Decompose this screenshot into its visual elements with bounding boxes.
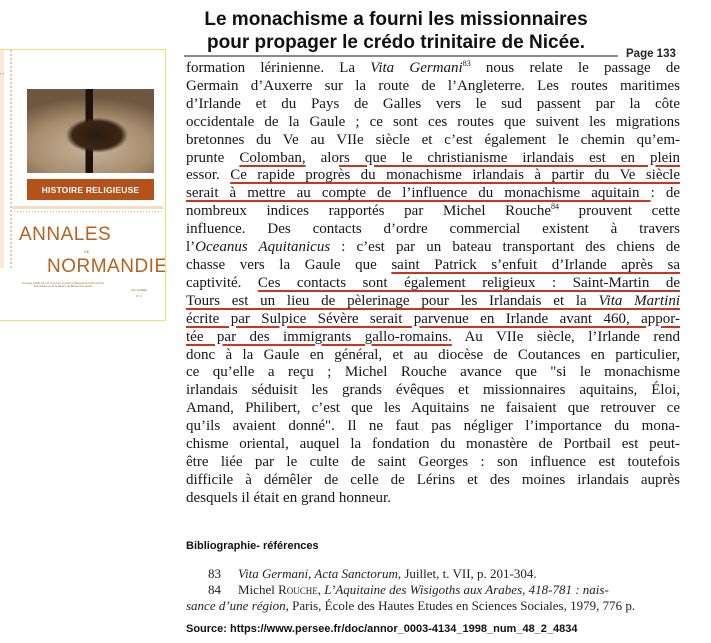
text-segment: essor. xyxy=(186,167,231,184)
text-segment: être liée par le culte de saint Georges : son influence est toutefois xyxy=(186,453,680,470)
text-segment: Oceanus Aquitanicus xyxy=(195,239,331,256)
text-line xyxy=(186,60,680,78)
footnotes xyxy=(186,566,686,614)
text-segment: Vita Germani xyxy=(370,60,463,76)
text-segment: difficile à démêler de celle de Lérins et des moines irlandais auprès xyxy=(186,471,680,488)
text-line xyxy=(186,150,680,168)
cover-banner: HISTOIRE RELIGIEUSE xyxy=(27,179,154,200)
text-segment: , Juillet, t. VII, p. 201-304. xyxy=(397,566,537,581)
footnote xyxy=(186,582,686,598)
text-line xyxy=(186,78,680,96)
text-segment: qu’ils avaient donné". Il ne faut pas négliger l’importance du mona- xyxy=(186,418,680,435)
text-line xyxy=(186,275,680,293)
text-line xyxy=(186,96,680,114)
text-line xyxy=(186,167,680,185)
cover-title-annales: ANNALES xyxy=(19,224,112,245)
footnote-ref: 84 xyxy=(550,202,559,212)
text-segment: d’Irlande et du Pays de Galles vers le sud passent par la côte xyxy=(186,95,680,112)
text-segment: nous relate le passage de xyxy=(470,60,680,76)
text-segment: sance d’une région xyxy=(186,598,286,613)
text-segment: prouvent cette xyxy=(558,203,680,220)
highlighted-text: saint Patrick s’enfuit d’Irlande après sa xyxy=(391,256,680,273)
text-segment: L’Aquitaine des Wisigoths aux Arabes, 418-781 : nais- xyxy=(324,582,609,597)
text-line xyxy=(186,114,680,132)
highlighted-text: Colomban, xyxy=(239,149,306,166)
text-segment: chasse vers la Gaule que xyxy=(186,256,392,273)
text-line xyxy=(186,185,680,203)
text-segment: Au VIIe siècle, l’Irlande rend xyxy=(451,328,680,345)
header-rule xyxy=(184,55,618,57)
text-line xyxy=(186,293,680,311)
cover-spine-line xyxy=(10,50,12,268)
highlighted-text: écrite par Sulpice Sévère serait parvenue en Irlande avant 460, appor- xyxy=(186,310,680,327)
text-segment: : de xyxy=(650,185,680,202)
text-segment: : c’est par un bateau transportant des chiens de xyxy=(330,239,680,256)
cover-spine xyxy=(0,50,4,268)
highlighted-text: Tours est un lieu de pèlerinage pour les Irlandais et la xyxy=(186,292,599,309)
text-segment: ce qu’elle a reçu ; Michel Rouche avance que "si le monachisme xyxy=(186,364,680,381)
text-line xyxy=(186,203,680,221)
headline-line-2: pour propager le crédo trinitaire de Nicée. xyxy=(207,32,585,53)
cover-year: 47e ANNÉE xyxy=(131,288,148,292)
text-line xyxy=(186,257,680,275)
source-link[interactable]: Source: https://www.persee.fr/doc/annor_0003-4134_1998_num_48_2_4834 xyxy=(186,623,578,635)
text-line xyxy=(186,239,680,257)
text-line xyxy=(186,132,680,150)
cover-issue-info xyxy=(131,287,147,299)
text-segment: formation lérinienne. La xyxy=(186,60,371,76)
footnote-ref: 83 xyxy=(462,59,471,68)
text-segment: bretonnes du Ve au VIIe siècle et c’est également le chemin qu’em- xyxy=(186,131,680,148)
text-line xyxy=(186,418,680,436)
footnote xyxy=(186,566,686,582)
text-segment: Michel xyxy=(238,582,279,597)
text-line xyxy=(186,472,680,490)
text-segment: alo xyxy=(305,149,339,166)
text-segment: desquels il était en grand honneur. xyxy=(186,489,391,506)
text-line xyxy=(186,364,680,382)
highlighted-text: tée par des immigrants gallo-romains. xyxy=(186,328,452,345)
text-segment: occidentale de la Gaule ; ce sont ces routes que suivent les migrations xyxy=(186,113,680,130)
text-segment: l’ xyxy=(186,239,196,256)
headline-line-1: Le monachisme a fourni les missionnaires xyxy=(204,9,588,30)
text-segment: Amand, Philibert, c’est que les Aquitains ne faisaient que retrouver ce xyxy=(186,400,680,417)
text-segment: Rouche xyxy=(278,582,318,597)
text-line xyxy=(186,347,680,365)
headline xyxy=(186,8,606,54)
cover-photo xyxy=(27,89,154,173)
text-line xyxy=(186,329,680,347)
cover-band xyxy=(12,206,163,209)
highlighted-text: Ces contacts sont également religieux : Saint-Martin de xyxy=(257,274,680,291)
text-segment: captivité. xyxy=(186,274,258,291)
text-segment: chisme oriental, auquel la fondation du monastère de Portbail est peut- xyxy=(186,436,680,453)
text-segment: influence. Des contacts d’ordre commercial existent à travers xyxy=(186,221,680,238)
text-line xyxy=(186,454,680,472)
cover-dotted-line xyxy=(14,211,163,212)
text-line xyxy=(186,311,680,329)
cover-title-normandie: NORMANDIE xyxy=(47,256,168,277)
footnote-number: 83 xyxy=(208,566,221,581)
cover-spine-marks: ▪▪ xyxy=(0,71,5,76)
highlighted-text: Vita Martini xyxy=(598,292,680,309)
text-line xyxy=(186,382,680,400)
text-segment: Germain d’Auxerre sur la route de l’Angleterre. Les routes maritimes xyxy=(186,77,680,94)
text-line xyxy=(186,221,680,239)
highlighted-text: serait à mettre au compte de l’influence du monachisme aquitain xyxy=(186,185,651,202)
cover-publisher-note: Ouvrage publié avec le concours du Centre National de la Recherche Scientifique et de la Région de Basse-Normandie xyxy=(21,282,105,289)
footnote xyxy=(186,598,686,614)
text-line xyxy=(186,400,680,418)
page-number: Page 133 xyxy=(626,48,676,60)
bibliography-title: Bibliographie- références xyxy=(186,540,319,552)
text-line xyxy=(186,436,680,454)
text-segment: , Paris, École des Hautes Etudes en Sciences Sociales, 1979, 776 p. xyxy=(285,598,636,613)
text-segment: nombreux indices rapportés par Michel Rouche xyxy=(186,203,551,220)
text-segment: , xyxy=(317,582,325,597)
cover-number: N° 2 xyxy=(136,294,142,298)
highlighted-text: rs que le christianisme irlandais est en plein xyxy=(338,149,680,166)
highlighted-text: Ce rapide progrès du monachisme irlandais à partir du Ve siècle xyxy=(230,167,680,184)
text-segment: prunte xyxy=(186,149,240,166)
article-body xyxy=(186,60,680,508)
text-segment: Vita Germani, Acta Sanctorum xyxy=(238,566,398,581)
text-segment: donc à la Gaule en général, et au diocèse de Coutances en particulier, xyxy=(186,346,680,363)
text-segment: irlandais séduisit les grands évêques et missionnaires aquitains, Éloi, xyxy=(186,382,680,399)
cover-title-de: DE xyxy=(84,249,90,254)
text-line xyxy=(186,490,680,508)
footnote-number: 84 xyxy=(208,582,221,597)
